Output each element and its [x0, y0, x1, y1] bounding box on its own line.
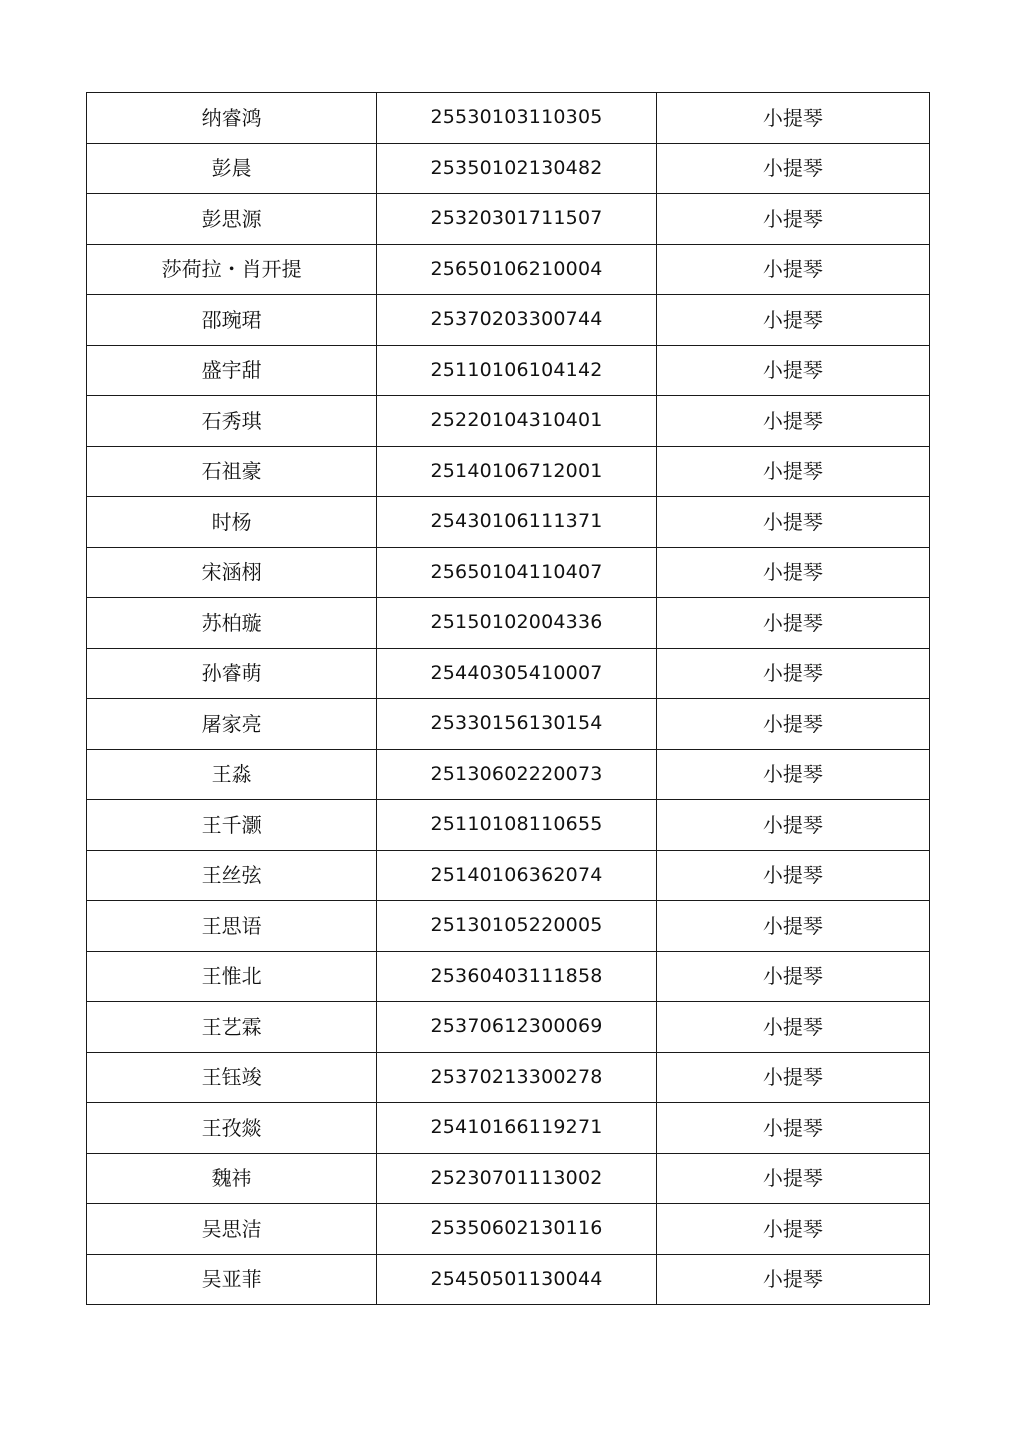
- name-cell: 宋涵栩: [87, 547, 377, 598]
- instrument-cell: 小提琴: [656, 1204, 929, 1255]
- table-row: [87, 901, 930, 952]
- name-cell: 石秀琪: [87, 396, 377, 447]
- instrument-cell: 小提琴: [656, 295, 929, 346]
- id-cell: 25370213300278: [377, 1052, 656, 1103]
- table-row: [87, 1052, 930, 1103]
- instrument-cell: 小提琴: [656, 1103, 929, 1154]
- table-row: [87, 800, 930, 851]
- table-row: [87, 244, 930, 295]
- instrument-cell: 小提琴: [656, 244, 929, 295]
- table-row: [87, 1254, 930, 1305]
- instrument-cell: 小提琴: [656, 648, 929, 699]
- name-cell: 孙睿萌: [87, 648, 377, 699]
- instrument-cell: 小提琴: [656, 143, 929, 194]
- instrument-cell: 小提琴: [656, 1254, 929, 1305]
- name-cell: 彭晨: [87, 143, 377, 194]
- id-cell: 25530103110305: [377, 93, 656, 144]
- name-cell: 王艺霖: [87, 1002, 377, 1053]
- id-cell: 25440305410007: [377, 648, 656, 699]
- table-row: [87, 396, 930, 447]
- candidate-table-body: [87, 93, 930, 1305]
- name-cell: 石祖豪: [87, 446, 377, 497]
- name-cell: 莎荷拉・肖开提: [87, 244, 377, 295]
- instrument-cell: 小提琴: [656, 345, 929, 396]
- name-cell: 纳睿鸿: [87, 93, 377, 144]
- instrument-cell: 小提琴: [656, 800, 929, 851]
- name-cell: 时杨: [87, 497, 377, 548]
- table-row: [87, 446, 930, 497]
- id-cell: 25370203300744: [377, 295, 656, 346]
- name-cell: 彭思源: [87, 194, 377, 245]
- table-row: [87, 194, 930, 245]
- id-cell: 25360403111858: [377, 951, 656, 1002]
- name-cell: 魏祎: [87, 1153, 377, 1204]
- id-cell: 25450501130044: [377, 1254, 656, 1305]
- id-cell: 25370612300069: [377, 1002, 656, 1053]
- table-row: [87, 598, 930, 649]
- table-row: [87, 1204, 930, 1255]
- name-cell: 王思语: [87, 901, 377, 952]
- name-cell: 王丝弦: [87, 850, 377, 901]
- name-cell: 屠家亮: [87, 699, 377, 750]
- id-cell: 25140106712001: [377, 446, 656, 497]
- id-cell: 25230701113002: [377, 1153, 656, 1204]
- table-row: [87, 143, 930, 194]
- instrument-cell: 小提琴: [656, 951, 929, 1002]
- table-row: [87, 547, 930, 598]
- instrument-cell: 小提琴: [656, 446, 929, 497]
- table-row: [87, 699, 930, 750]
- name-cell: 王钰竣: [87, 1052, 377, 1103]
- instrument-cell: 小提琴: [656, 396, 929, 447]
- id-cell: 25350602130116: [377, 1204, 656, 1255]
- table-row: [87, 1103, 930, 1154]
- id-cell: 25130105220005: [377, 901, 656, 952]
- table-row: [87, 850, 930, 901]
- name-cell: 盛宇甜: [87, 345, 377, 396]
- id-cell: 25130602220073: [377, 749, 656, 800]
- instrument-cell: 小提琴: [656, 699, 929, 750]
- id-cell: 25110106104142: [377, 345, 656, 396]
- instrument-cell: 小提琴: [656, 93, 929, 144]
- instrument-cell: 小提琴: [656, 1153, 929, 1204]
- instrument-cell: 小提琴: [656, 194, 929, 245]
- name-cell: 王惟北: [87, 951, 377, 1002]
- id-cell: 25410166119271: [377, 1103, 656, 1154]
- id-cell: 25650104110407: [377, 547, 656, 598]
- instrument-cell: 小提琴: [656, 850, 929, 901]
- instrument-cell: 小提琴: [656, 547, 929, 598]
- id-cell: 25220104310401: [377, 396, 656, 447]
- candidate-table: [86, 92, 930, 1305]
- id-cell: 25320301711507: [377, 194, 656, 245]
- instrument-cell: 小提琴: [656, 598, 929, 649]
- table-row: [87, 295, 930, 346]
- id-cell: 25650106210004: [377, 244, 656, 295]
- id-cell: 25110108110655: [377, 800, 656, 851]
- id-cell: 25350102130482: [377, 143, 656, 194]
- name-cell: 王孜燚: [87, 1103, 377, 1154]
- instrument-cell: 小提琴: [656, 901, 929, 952]
- name-cell: 王千灏: [87, 800, 377, 851]
- id-cell: 25430106111371: [377, 497, 656, 548]
- id-cell: 25330156130154: [377, 699, 656, 750]
- instrument-cell: 小提琴: [656, 749, 929, 800]
- table-row: [87, 648, 930, 699]
- instrument-cell: 小提琴: [656, 1052, 929, 1103]
- table-row: [87, 497, 930, 548]
- name-cell: 吴思洁: [87, 1204, 377, 1255]
- name-cell: 王淼: [87, 749, 377, 800]
- name-cell: 吴亚菲: [87, 1254, 377, 1305]
- table-row: [87, 93, 930, 144]
- table-row: [87, 749, 930, 800]
- table-row: [87, 345, 930, 396]
- table-row: [87, 951, 930, 1002]
- table-row: [87, 1002, 930, 1053]
- instrument-cell: 小提琴: [656, 1002, 929, 1053]
- instrument-cell: 小提琴: [656, 497, 929, 548]
- table-row: [87, 1153, 930, 1204]
- id-cell: 25150102004336: [377, 598, 656, 649]
- name-cell: 苏柏璇: [87, 598, 377, 649]
- id-cell: 25140106362074: [377, 850, 656, 901]
- name-cell: 邵琬珺: [87, 295, 377, 346]
